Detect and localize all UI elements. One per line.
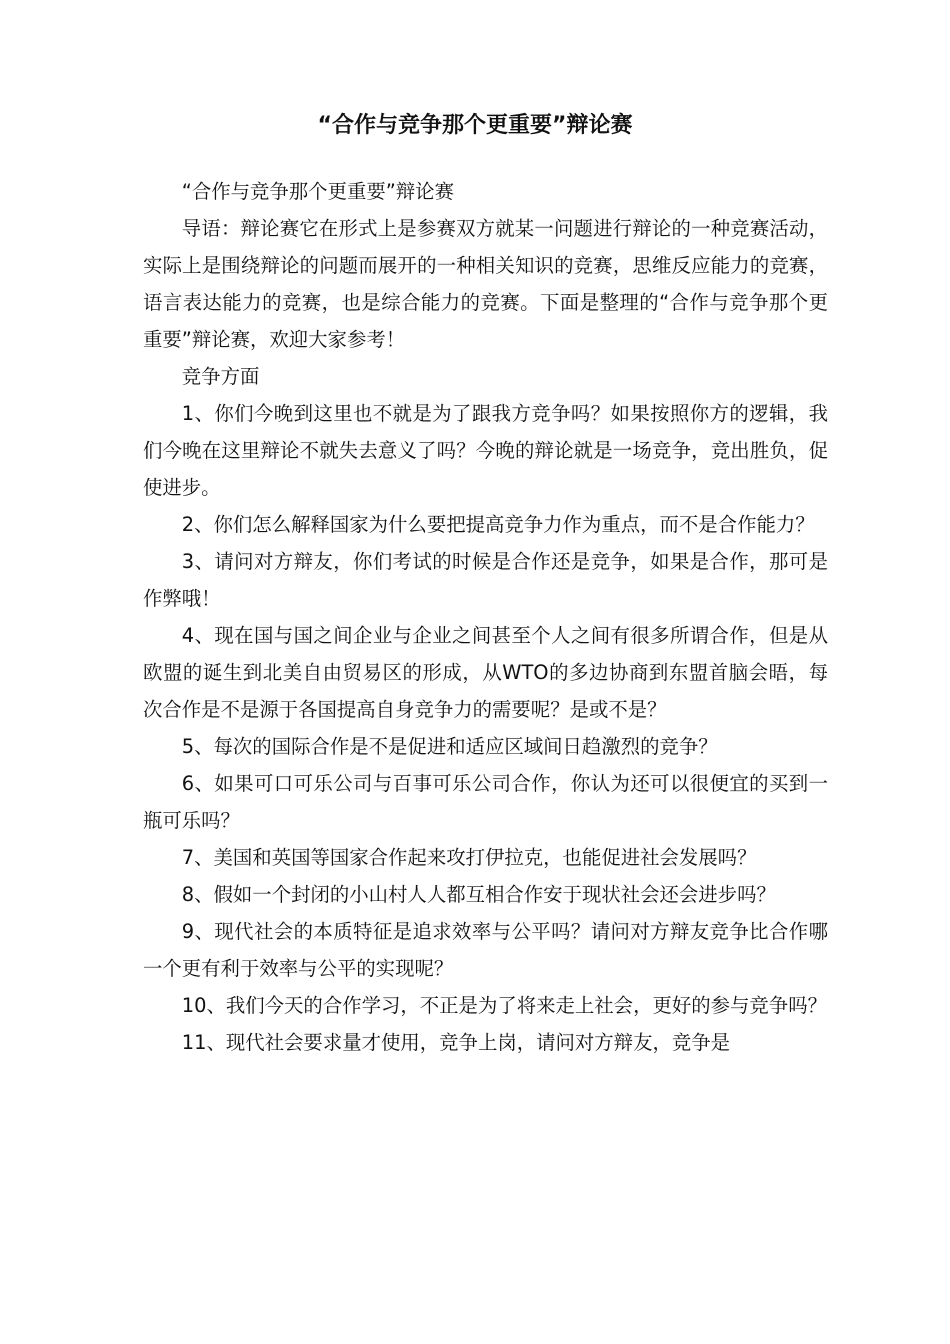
argument-item-9: 9、现代社会的本质特征是追求效率与公平吗？请问对方辩友竞争比合作哪一个更有利于效率与公平的实现呢？: [143, 920, 828, 980]
argument-item-10: 10、我们今天的合作学习，不正是为了将来走上社会，更好的参与竞争吗？: [181, 994, 827, 1017]
section-heading: 竞争方面: [181, 365, 260, 388]
document-body: [143, 173, 828, 1061]
argument-item-6: 6、如果可口可乐公司与百事可乐公司合作，你认为还可以很便宜的买到一瓶可乐吗？: [143, 772, 828, 832]
subtitle-paragraph: “合作与竞争那个更重要”辩论赛: [181, 180, 454, 203]
argument-item-3: 3、请问对方辩友，你们考试的时候是合作还是竞争，如果是合作，那可是作弊哦！: [143, 550, 828, 610]
argument-item-5: 5、每次的国际合作是不是促进和适应区域间日趋激烈的竞争？: [181, 735, 718, 758]
argument-item-7: 7、美国和英国等国家合作起来攻打伊拉克，也能促进社会发展吗？: [181, 846, 757, 869]
argument-item-2: 2、你们怎么解释国家为什么要把提高竞争力作为重点，而不是合作能力？: [181, 513, 815, 536]
argument-item-11: 11、现代社会要求量才使用，竞争上岗，请问对方辩友，竞争是: [181, 1031, 731, 1054]
argument-item-8: 8、假如一个封闭的小山村人人都互相合作安于现状社会还会进步吗？: [181, 883, 776, 906]
document-title: “合作与竞争那个更重要”辩论赛: [317, 113, 633, 138]
argument-item-1: 1、你们今晚到这里也不就是为了跟我方竞争吗？如果按照你方的逻辑，我们今晚在这里辩论不就失去意义了吗？今晚的辩论就是一场竞争，竞出胜负，促使进步。: [143, 402, 828, 499]
argument-item-4: 4、现在国与国之间企业与企业之间甚至个人之间有很多所谓合作，但是从欧盟的诞生到北美自由贸易区的形成，从WTO的多边协商到东盟首脑会晤，每次合作是不是源于各国提高自身竞争力的需要呢？是或不是？: [143, 624, 828, 721]
intro-paragraph: 导语：辩论赛它在形式上是参赛双方就某一问题进行辩论的一种竞赛活动，实际上是围绕辩论的问题而展开的一种相关知识的竞赛，思维反应能力的竞赛，语言表达能力的竞赛，也是综合能力的竞赛。下面是整理的“合作与竞争那个更重要”辩论赛，欢迎大家参考！: [143, 217, 828, 351]
